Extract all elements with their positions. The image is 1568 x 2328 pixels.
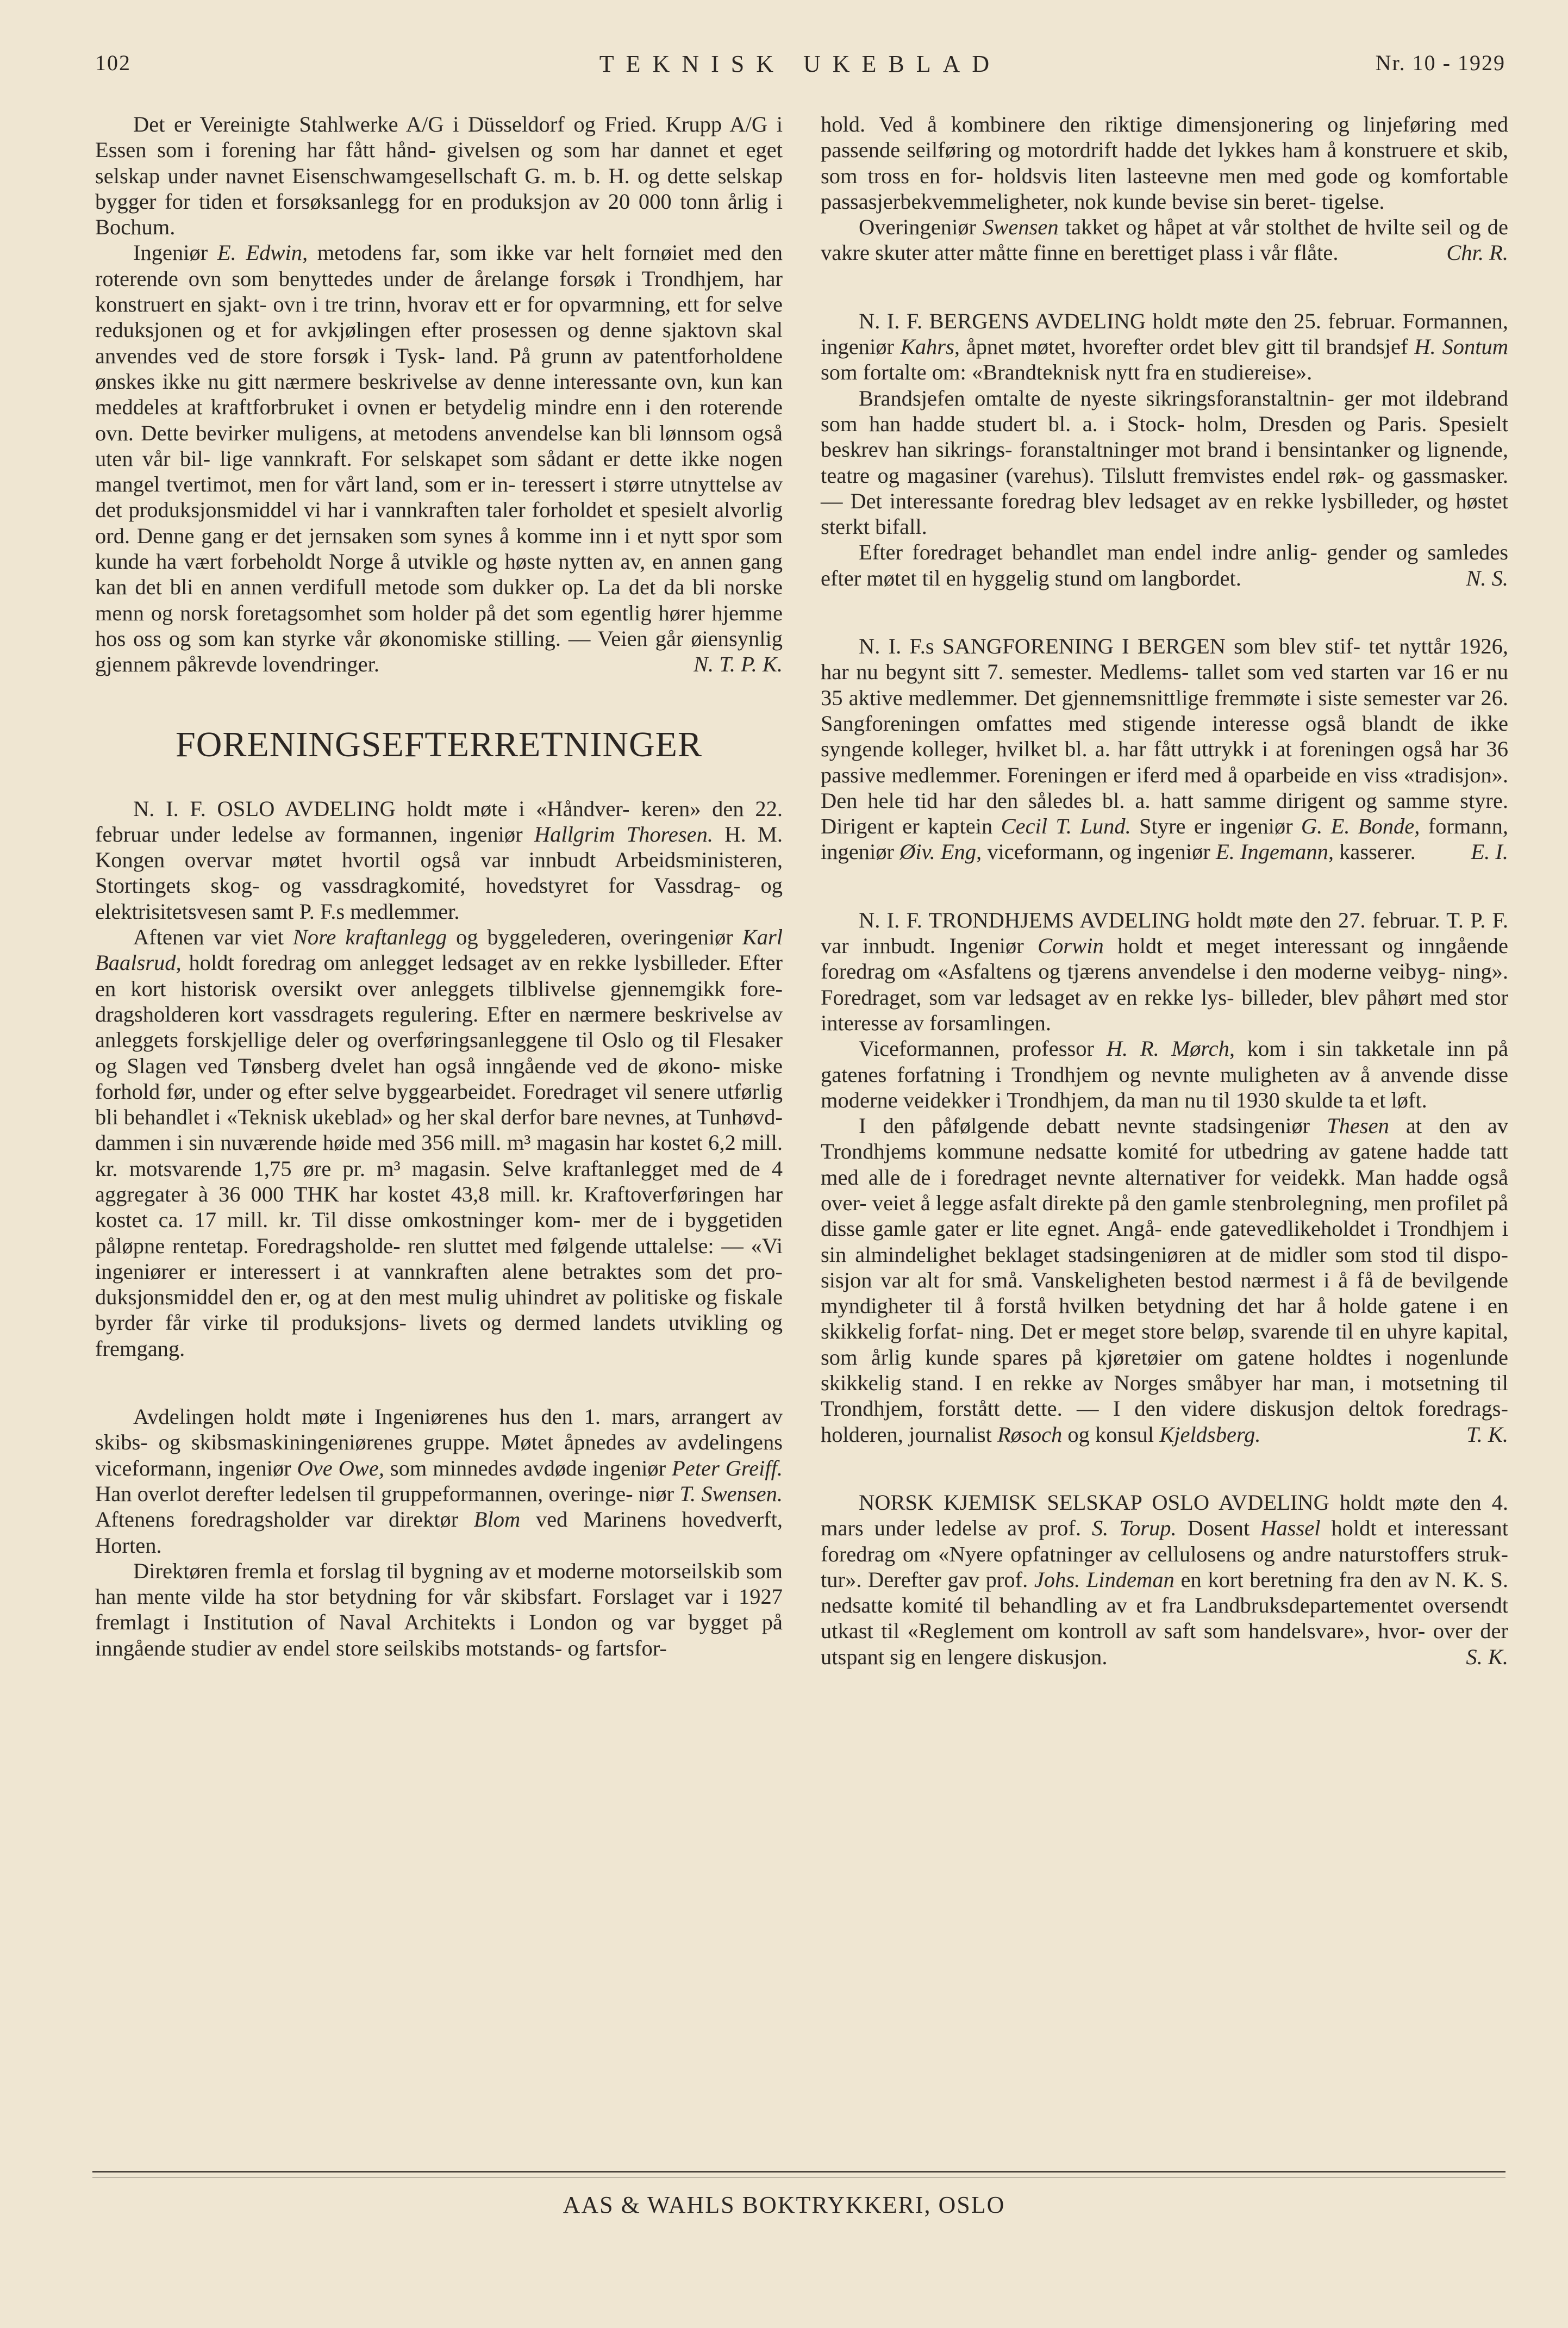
paragraph: N. I. F. TRONDHJEMS AVDELING holdt møte den 27. februar. T. P. F. var innbudt. Ingeniør Corwin holdt et meget interessant og inngående foredrag om «Asfaltens og tjærens anvendelse i den moderne veibyg- ning». Foredraget, som var ledsaget av en rekke lys- billeder, blev påhørt med stor interesse av forsamlingen.	[821, 907, 1509, 1035]
author-signature: N. T. P. K.	[694, 652, 783, 677]
running-head	[95, 50, 1505, 83]
author-signature: E. I.	[1471, 839, 1508, 864]
paragraph: N. I. F. BERGENS AVDELING holdt møte den 25. februar. Formannen, ingeniør Kahrs, åpnet møtet, hvorefter ordet blev gitt til brandsjef H. Sontum som fortalte om: «Brandteknisk nytt fra en studiereise».	[821, 308, 1508, 385]
paragraph: N. I. F. OSLO AVDELING holdt møte i «Håndver- keren» den 22. februar under ledelse av formannen, ingeniør Hallgrim Thoresen. H. M. Kongen overvar møtet hvortil også var innbudt Arbeidsministeren, Stortingets skog- og vassdragkomité, hovedstyret for Vassdrag- og elektrisitetsvesen samt P. F.s medlemmer.	[95, 796, 783, 924]
page-number: 102	[95, 51, 131, 75]
left-column	[95, 111, 783, 1661]
paragraph: Ingeniør E. Edwin, metodens far, som ikke var helt fornøiet med den roterende ovn som benyttedes under de årelange forsøk i Trondhjem, har konstruert en sjakt- ovn i tre trinn, hvorav ett er for opvarmning, ett for selve reduksjonen og et for avkjølingen efter prosessen og denne sjaktovn skal anvendes ved de store forsøk i Tysk- land. På grunn av patentforholdene ønskes ikke nu gitt nærmere beskrivelse av denne interessante ovn, kun kan meddeles at kraftforbruket i ovnen er betydelig mindre enn i den roterende ovn. Dette bevirker muligens, at metodens anvendelse kan bli lønnsom også uten vår bil- lige vannkraft. For selskapet som sådant er dette ikke nogen mangel tvertimot, men for vårt land, som er in- teressert i større utnyttelse av det produksjonsmiddel vi har i vannkraften taler forholdet et spesielt alvorlig ord. Denne gang er det jernsaken som synes å komme inn i et nytt spor som kunde ha vært forbeholdt Norge å utvikle og høste nytten av, en annen gang kan det bli en annen verdifull metode som dukker op. La det da bli norske menn og norsk foretagsomhet som holder på det som egentlig hører hjemme hos oss og som kan styrke vår økonomiske stilling. — Veien går øiensynlig gjennem påkrevde lovendringer. N. T. P. K.	[95, 240, 783, 677]
paragraph: N. I. F.s SANGFORENING I BERGEN som blev stif- tet nyttår 1926, har nu begynt sitt 7. semester. Medlems- tallet som ved starten var 16 er nu 35 aktive medlemmer. Det gjennemsnittlige fremmøte i siste semester var 26. Sangforeningen omfattes med stigende interesse også blandt de ikke syngende kolleger, hvilket bl. a. har fått uttrykk i at foreningen også har 36 passive medlemmer. Foreningen er iferd med å oparbeide en viss «tradisjon». Den hele tid har den således bl. a. hatt samme dirigent og samme styre. Dirigent er kaptein Cecil T. Lund. Styre er ingeniør G. E. Bonde, formann, ingeniør Øiv. Eng, viceformann, og ingeniør E. Ingemann, kasserer. E. I.	[821, 634, 1509, 864]
author-signature: Chr. R.	[1446, 240, 1508, 265]
paragraph: Aftenen var viet Nore kraftanlegg og byggelederen, overingeniør Karl Baalsrud, holdt foredrag om anlegget ledsaget av en rekke lysbilleder. Efter en kort historisk oversikt over anleggets tilblivelse gjennemgikk fore- dragsholderen kort vassdragets regulering. Efter en nærmere beskrivelse av anleggets forskjellige deler og overføringsanleggene til Oslo og til Flesaker og Slagen ved Tønsberg dvelet han også inngående ved de økono- miske forhold før, under og efter selve byggearbeidet. Foredraget vil senere utførlig bli behandlet i «Teknisk ukeblad» og her skal derfor bare nevnes, at Tunhøvd- dammen i sin nuværende høide med 356 mill. m³ magasin har kostet 6,2 mill. kr. motsvarende 1,75 øre pr. m³ magasin. Selve kraftanlegget med de 4 aggregater à 36 000 THK har kostet 43,8 mill. kr. Kraftoverføringen har kostet ca. 17 mill. kr. Til disse omkostninger kom- mer de i byggetiden påløpne rentetap. Foredragsholde- ren sluttet med følgende uttalelse: — «Vi ingeniører er interessert i at vannkraften alene betraktes som det pro- duksjonsmiddel den er, og at den mest mulig uhindret av politiske og fiskale byrder får virke til produksjons- livets og dermed landets utvikling og fremgang.	[95, 925, 783, 1361]
paragraph: Brandsjefen omtalte de nyeste sikringsforanstaltnin- ger mot ildebrand som han hadde studert bl. a. i Stock- holm, Dresden og Paris. Spesielt beskrev han sikrings- foranstaltninger mot brand i bensintanker og lignende, teatre og magasiner (varehus). Tilslutt fremvistes endel røk- og gassmasker. — Det interessante foredrag blev ledsaget av en rekke lysbilleder, og høstet sterkt bifall.	[821, 385, 1508, 539]
paragraph: Det er Vereinigte Stahlwerke A/G i Düsseldorf og Fried. Krupp A/G i Essen som i forening har fått hånd- givelsen og som har dannet et eget selskap under navnet Eisenschwamgesellschaft G. m. b. H. og dette selskap bygger for tiden et forsøksanlegg for en produksjon av 20 000 tonn årlig i Bochum.	[95, 112, 783, 240]
footer-rule	[92, 2171, 1505, 2173]
section-title: FORENINGSEFTERRETNINGER	[175, 724, 702, 764]
paragraph: I den påfølgende debatt nevnte stadsingeniør Thesen at den av Trondhjems kommune nedsatte komité for utbedring av gatene hadde tatt med alle de i foredraget nevnte alternativer for veidekk. Man hadde også over- veiet å legge asfalt direkte på den gamle stenbrolegning, men profilet på disse gamle gater er lite egnet. Angå- ende gatevedlikeholdet i Trondhjem i sin almindelighet beklaget stadsingeniøren at de midler som stod til dispo- sisjon var alt for små. Vanskeligheten bestod nærmest i å få de bevilgende myndigheter til å forstå hvilken betydning det har å holde gatene i en skikkelig forfat- ning. Det er meget store beløp, svarende til en uhyre kapital, som årlig kunde spares på kjøretøier om gatene holdtes i nogenlunde skikkelig stand. I en rekke av Norges småbyer har man, i motsetning til Trondhjem, forstått dette. — I den videre diskusjon deltok foredrags- holderen, journalist Røsoch og konsul Kjeldsberg. T. K.	[821, 1113, 1508, 1447]
paragraph: Efter foredraget behandlet man endel indre anlig- gender og samledes efter møtet til en hyggelig stund om langbordet. N. S.	[821, 540, 1508, 590]
paragraph: Avdelingen holdt møte i Ingeniørenes hus den 1. mars, arrangert av skibs- og skibsmaskiningeniørenes gruppe. Møtet åpnedes av avdelingens viceformann, ingeniør Ove Owe, som minnedes avdøde ingeniør Peter Greiff. Han overlot derefter ledelsen til gruppeformannen, overinge- niør T. Swensen. Aftenens foredragsholder var direktør Blom ved Marinens hovedverft, Horten.	[95, 1404, 783, 1558]
paragraph: Viceformannen, professor H. R. Mørch, kom i sin takketale inn på gatenes forfatning i Trondhjem og nevnte muligheten av å anvende disse moderne veidekker i Trondhjem, da man nu til 1930 skulde ta et løft.	[821, 1036, 1509, 1112]
author-signature: S. K.	[1466, 1644, 1508, 1669]
paragraph: Direktøren fremla et forslag til bygning av et moderne motorseilskib som han mente vilde ha stor betydning for vår skibsfart. Forslaget var i 1927 fremlagt i Institution of Naval Architekts i London og var bygget på inngående studier av endel store seilskibs motstands- og fartsfor-	[95, 1558, 783, 1660]
printer-imprint: AAS & WAHLS BOKTRYKKERI, OSLO	[563, 2192, 1005, 2218]
right-column	[821, 111, 1508, 1670]
author-signature: N. S.	[1466, 565, 1508, 590]
paragraph: hold. Ved å kombinere den riktige dimensjonering og linjeføring med passende seilføring og motordrift hadde det lykkes ham å konstruere et skib, som tross en for- holdsvis liten lasteevne men med gode og komfortable passasjerbekvemmeligheter, nok kunde bevise sin beret- tigelse.	[821, 112, 1508, 214]
author-signature: T. K.	[1466, 1422, 1508, 1447]
paragraph: Overingeniør Swensen takket og håpet at vår stolthet de hvilte seil og de vakre skuter atter måtte finne en berettiget plass i vår flåte. Chr. R.	[821, 215, 1508, 265]
issue-number: Nr. 10 - 1929	[1375, 51, 1505, 75]
journal-title: TEKNISK UKEBLAD	[599, 51, 1002, 77]
paragraph: NORSK KJEMISK SELSKAP OSLO AVDELING holdt møte den 4. mars under ledelse av prof. S. Torup. Dosent Hassel holdt et interessant foredrag om «Nyere opfatninger av cellulosens og andre naturstoffers struk- tur». Derefter gav prof. Johs. Lindeman en kort beretning fra den av N. K. S. nedsatte komité til behandling av et fra Landbruksdepartementet oversendt utkast til «Reglement om kontroll av saft som handelsvare», hvor- over der utspant sig en lengere diskusjon. S. K.	[821, 1490, 1508, 1669]
